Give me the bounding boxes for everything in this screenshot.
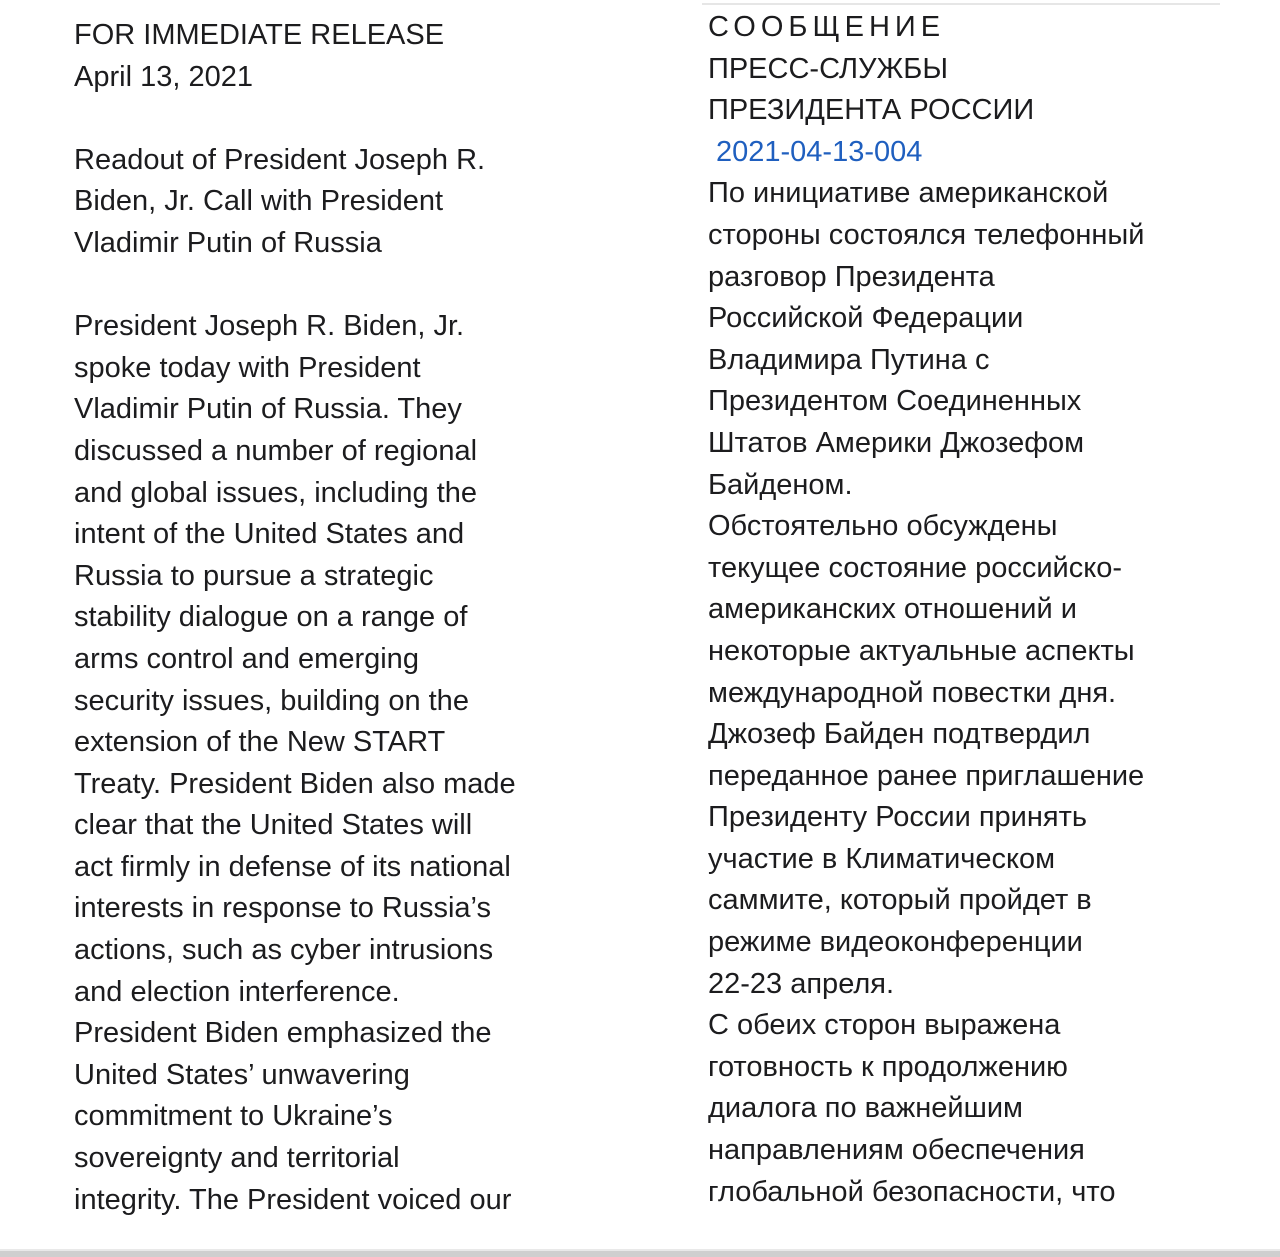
release-body-line: discussed a number of regional (74, 434, 478, 467)
message-body-line: Владимира Путина с (708, 343, 990, 376)
release-title-line: Biden, Jr. Call with President (74, 185, 444, 218)
release-body-line: Vladimir Putin of Russia. They (74, 393, 462, 426)
message-body-line: международной повестки дня. (708, 676, 1117, 709)
release-body-line: President Joseph R. Biden, Jr. (74, 310, 465, 343)
release-body-line: act firmly in defense of its national (74, 850, 511, 883)
release-body-line: intent of the United States and (74, 518, 465, 551)
release-body-line: extension of the New START (74, 726, 446, 759)
message-body-line: направлениям обеспечения (708, 1134, 1085, 1167)
message-body-line: Обстоятельно обсуждены (708, 510, 1058, 543)
message-body-line: Президентом Соединенных (708, 385, 1082, 418)
release-body-line: and election interference. (74, 975, 400, 1008)
release-body-line: security issues, building on the (74, 684, 469, 717)
message-body-line: некоторые актуальные аспекты (708, 634, 1135, 667)
release-body-line: Treaty. President Biden also made (74, 767, 516, 800)
message-body-line: саммите, который пройдет в (708, 884, 1092, 917)
message-body-line: переданное ранее приглашение (708, 759, 1145, 792)
release-title-line: Vladimir Putin of Russia (74, 226, 382, 259)
release-body-line: actions, such as cyber intrusions (74, 934, 494, 967)
message-body-line: Штатов Америки Джозефом (708, 426, 1085, 459)
release-body-line: President Biden emphasized the (74, 1017, 492, 1050)
release-body-line: sovereignty and territorial (74, 1142, 400, 1175)
release-title-line: Readout of President Joseph R. (74, 143, 486, 176)
message-body-line: 22-23 апреля. (708, 967, 895, 1000)
message-body-line: готовность к продолжению (708, 1050, 1068, 1083)
message-header-line: ПРЕЗИДЕНТА РОССИИ (708, 94, 1035, 127)
release-date: April 13, 2021 (74, 60, 253, 93)
message-body-line: Байденом. (708, 468, 853, 501)
release-body-line: stability dialogue on a range of (74, 601, 468, 634)
message-body-line: глобальной безопасности, что (708, 1175, 1116, 1208)
release-body-line: Russia to pursue a strategic (74, 559, 434, 592)
bottom-divider (0, 1251, 1280, 1257)
message-body-line: текущее состояние российско- (708, 551, 1123, 584)
date-link[interactable]: 2021-04-13-004 (716, 135, 923, 168)
release-body-line: interests in response to Russia’s (74, 892, 491, 925)
message-body-line: режиме видеоконференции (708, 926, 1083, 959)
message-body-line: По инициативе американской (708, 177, 1109, 210)
message-body-line: диалога по важнейшим (708, 1092, 1023, 1125)
message-body-line: Российской Федерации (708, 302, 1024, 335)
message-header-line: ПРЕСС-СЛУЖБЫ (708, 52, 948, 85)
release-body-line: and global issues, including the (74, 476, 478, 509)
message-body-line: С обеих сторон выражена (708, 1009, 1061, 1042)
release-body-line: United States’ unwavering (74, 1058, 410, 1091)
english-release-column (74, 0, 634, 1222)
message-body-line: стороны состоялся телефонный (708, 218, 1145, 251)
russian-release-column (708, 0, 1268, 1213)
release-body-line: integrity. The President voiced our (74, 1183, 512, 1216)
release-body-line: clear that the United States will (74, 809, 473, 842)
release-body-line: arms control and emerging (74, 642, 419, 675)
release-body-line: spoke today with President (74, 351, 421, 384)
message-body-line: Джозеф Байден подтвердил (708, 718, 1091, 751)
release-label: FOR IMMEDIATE RELEASE (74, 19, 445, 51)
message-body-line: Президенту России принять (708, 801, 1087, 834)
message-body-line: разговор Президента (708, 260, 995, 293)
message-body-line: участие в Климатическом (708, 842, 1056, 875)
message-header-line: СООБЩЕНИЕ (708, 11, 946, 43)
message-body-line: американских отношений и (708, 593, 1077, 626)
release-body-line: commitment to Ukraine’s (74, 1100, 393, 1133)
